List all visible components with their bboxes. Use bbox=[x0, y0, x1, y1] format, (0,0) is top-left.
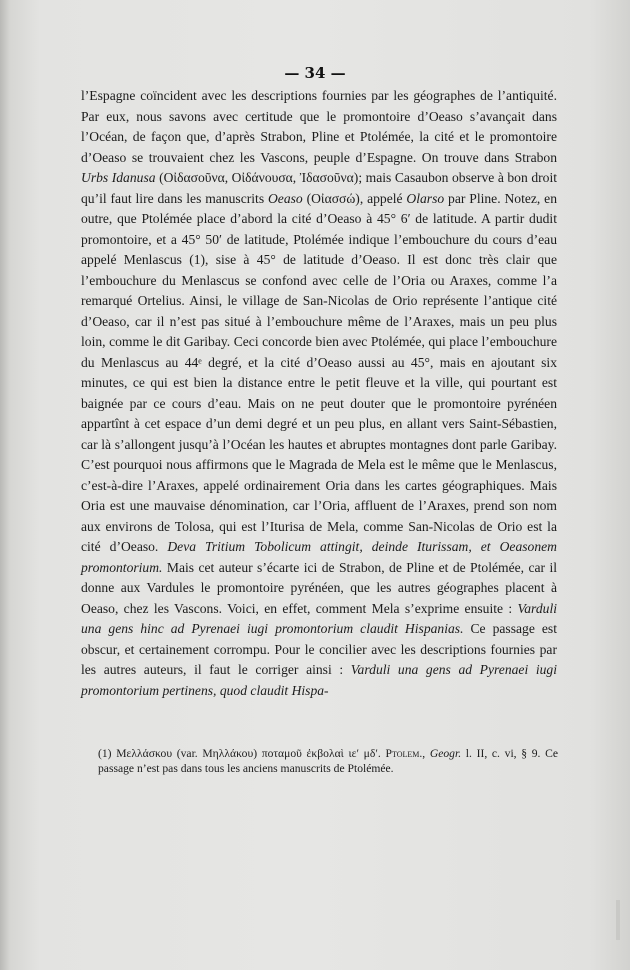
italic-term: Olarso bbox=[406, 190, 445, 206]
body-text-run: (Οἰδασοῦνα, Οἰδάνουσα, Ἰδασοῦνα); mais Casaubon observe à bon droit qu’il faut lire dans les manuscrits bbox=[81, 170, 557, 206]
footnote-rest: l. II, c. vi, § 9. Ce passage n’est pas dans tous les anciens manuscrits de Ptolémée. bbox=[98, 747, 559, 775]
latin-quotation: Varduli una gens ad Pyrenaei iugi promontorium pertinens, quod claudit Hispa- bbox=[81, 662, 557, 698]
page-number: — 34 — bbox=[284, 64, 346, 82]
footnote bbox=[98, 746, 558, 776]
body-text-run: (Οἰασσώ), appelé bbox=[302, 190, 407, 206]
footnote-separator: , bbox=[422, 747, 430, 760]
body-paragraph bbox=[81, 86, 557, 701]
italic-term: Urbs Idanusa bbox=[81, 170, 156, 185]
footnote-work: Geogr. bbox=[429, 747, 462, 760]
body-text-run: l’Espagne coïncident avec les descriptions fournies par les géographes de l’antiquité. Par eux, nous savons avec certitude que le promontoire d’Oeaso s’avançait dans l’Océan, de façon que, d’après Strabon, Pline et Ptolémée, la cité et le promontoire d’Oeaso se trouvaient chez les Vascons, peuple d’Espagne. On trouve dans Strabon bbox=[81, 88, 557, 165]
footnote-divider bbox=[81, 724, 557, 725]
italic-term: Oeaso bbox=[267, 190, 303, 206]
body-text-run: par Pline. Notez, en outre, que Ptolémée place d’abord la cité d’Oeaso à 45° 6′ de latitude. A partir dudit promontoire, et a 45° 50′ de latitude, Ptolémée indique l’embouchure du cours d’eau appelé Menlascus (1), sise à 45° de latitude d’Oeaso. Il est donc très clair que l’embouchure du Menlascus se confond avec celle de l’Oria ou Araxes, comme l’a remarqué Ortelius. Ainsi, le village de San-Nicolas de Orio représente l’antique cité d’Oeaso, car il n’est pas situé à l’embouchure même de l’Araxes, mais un peu plus loin, comme le dit Garibay. Ceci concorde bien avec Ptolémée, qui place l’embouchure du Menlascus au 44ᵉ degré, et la cité d’Oeaso aussi au 45°, mais en ajoutant six minutes, ce qui est bien la distance entre le petit fleuve et la ville, qui pourtant est baignée par ce cours d’eau. Mais on ne peut douter que le promontoire pyrénéen appartînt à cet espace d’un demi degré et un peu plus, en allant vers Saint-Sébastien, car là s’allongent jusqu’à l’Océan les hautes et abruptes montagnes dont parle Garibay. C’est pourquoi nous affirmons que le Magrada de Mela est le même que le Menlascus, c’est-à-dire l’Araxes, appelé ordinairement Oria dans les cartes géographiques. Mais Oria est une mauvaise dénomination, car l’Oria, affluent de l’Araxes, prend son nom aux environs de Tolosa, qui est l’Iturisa de Mela, comme San-Nicolas de Orio est la cité d’Oeaso. bbox=[81, 190, 557, 554]
body-text-run: Ce passage est obscur, et certainement corrompu. Pour le concilier avec les descriptions fournies par les autres auteurs, il faut le corriger ainsi : bbox=[81, 621, 557, 677]
scan-edge-mark bbox=[616, 900, 620, 940]
latin-quotation: Varduli una gens hinc ad Pyrenaei iugi promontorium claudit Hispanias. bbox=[81, 600, 557, 636]
latin-quotation: Deva Tritium Tobolicum attingit, deinde Iturissam, et Oeasonem promontorium. bbox=[81, 539, 557, 575]
footnote-lead: (1) Μελλάσκου (var. Μηλλάκου) ποταμοῦ ἐκβολαὶ ιε′ μδ′. bbox=[98, 747, 386, 760]
footnote-author: Ptolem. bbox=[385, 747, 423, 760]
body-text-run: Mais cet auteur s’écarte ici de Strabon, de Pline et de Ptolémée, car il donne aux Vardules le promontoire pyrénéen, que les autres géographes placent à Oeaso, chez les Vascons. Voici, en effet, comment Mela s’exprime ensuite : bbox=[81, 559, 557, 616]
